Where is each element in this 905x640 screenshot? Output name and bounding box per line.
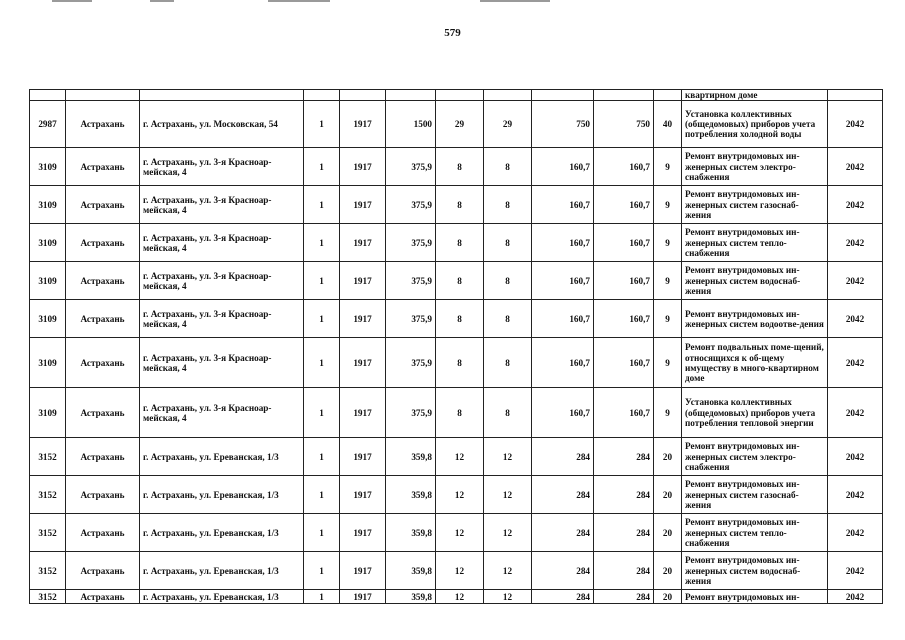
cell-city: Астрахань — [66, 101, 140, 148]
cell-end-year: 2042 — [828, 388, 883, 438]
cell-value-2: 284 — [594, 552, 654, 590]
cell-count: 1 — [304, 300, 340, 338]
cell-area: 359,8 — [386, 438, 436, 476]
cell-address: г. Астрахань, ул. 3-я Красноар-мейская, 4 — [140, 338, 304, 388]
cell-work-type: Ремонт внутридомовых ин-женерных систем тепло-снабжения — [682, 514, 828, 552]
cell-residents-2: 8 — [484, 224, 532, 262]
cell-work-type: Ремонт внутридомовых ин-женерных систем водоотве-дения — [682, 300, 828, 338]
cell-city: Астрахань — [66, 338, 140, 388]
cell-id: 3152 — [30, 514, 66, 552]
cell-address: г. Астрахань, ул. 3-я Красноар-мейская, 4 — [140, 388, 304, 438]
cell-work-type: Установка коллективных (общедомовых) приборов учета потребления тепловой энергии — [682, 388, 828, 438]
cell-residents-2: 12 — [484, 438, 532, 476]
cell-year: 1917 — [340, 224, 386, 262]
cell-id: 3109 — [30, 186, 66, 224]
cell-area: 359,8 — [386, 552, 436, 590]
scan-artifact — [480, 0, 550, 2]
cell-count: 1 — [304, 476, 340, 514]
cell-area: 375,9 — [386, 224, 436, 262]
cell-year: 1917 — [340, 148, 386, 186]
cell-residents-2: 8 — [484, 148, 532, 186]
cell-end-year: 2042 — [828, 300, 883, 338]
cell-residents: 29 — [436, 101, 484, 148]
cell-city: Астрахань — [66, 224, 140, 262]
cell-address: г. Астрахань, ул. Ереванская, 1/3 — [140, 476, 304, 514]
cell-count: 1 — [304, 388, 340, 438]
cell-end-year: 2042 — [828, 338, 883, 388]
cell-apartments: 9 — [654, 262, 682, 300]
table-row — [30, 300, 883, 338]
cell-residents-2: 12 — [484, 514, 532, 552]
continuation-text: квартирном доме — [682, 90, 828, 101]
cell-count: 1 — [304, 338, 340, 388]
table-row — [30, 476, 883, 514]
cell-residents-2: 12 — [484, 476, 532, 514]
cell-area: 375,9 — [386, 186, 436, 224]
cell-apartments: 9 — [654, 300, 682, 338]
cell-residents: 8 — [436, 148, 484, 186]
cell-residents-2: 8 — [484, 186, 532, 224]
cell-count: 1 — [304, 148, 340, 186]
cell-area: 359,8 — [386, 476, 436, 514]
cell-id: 3152 — [30, 590, 66, 604]
cell-id: 3109 — [30, 388, 66, 438]
cell-address: г. Астрахань, ул. Ереванская, 1/3 — [140, 590, 304, 604]
cell-count: 1 — [304, 186, 340, 224]
cell-work-type: Ремонт внутридомовых ин-женерных систем газоснаб-жения — [682, 186, 828, 224]
cell-apartments: 20 — [654, 590, 682, 604]
cell-apartments: 40 — [654, 101, 682, 148]
cell-residents: 8 — [436, 224, 484, 262]
cell-count: 1 — [304, 262, 340, 300]
cell-city: Астрахань — [66, 438, 140, 476]
table-row — [30, 514, 883, 552]
cell-value: 284 — [532, 552, 594, 590]
table-row — [30, 590, 883, 604]
cell-value-2: 160,7 — [594, 148, 654, 186]
cell-residents-2: 8 — [484, 338, 532, 388]
cell-residents: 8 — [436, 300, 484, 338]
cell-end-year: 2042 — [828, 552, 883, 590]
cell-residents-2: 8 — [484, 262, 532, 300]
table-row — [30, 101, 883, 148]
cell-work-type: Ремонт внутридомовых ин- — [682, 590, 828, 604]
continuation-row — [30, 90, 883, 101]
cell-end-year: 2042 — [828, 224, 883, 262]
cell-work-type: Ремонт внутридомовых ин-женерных систем водоснаб-жения — [682, 552, 828, 590]
cell-count: 1 — [304, 514, 340, 552]
cell-year: 1917 — [340, 514, 386, 552]
registry-table — [29, 89, 883, 604]
cell-work-type: Ремонт подвальных поме-щений, относящихся к об-щему имуществу в много-квартирном доме — [682, 338, 828, 388]
table-row — [30, 388, 883, 438]
cell-city: Астрахань — [66, 262, 140, 300]
cell-apartments: 9 — [654, 338, 682, 388]
cell-year: 1917 — [340, 101, 386, 148]
cell-value: 284 — [532, 514, 594, 552]
scan-artifact — [150, 0, 174, 2]
cell-city: Астрахань — [66, 476, 140, 514]
cell-residents-2: 8 — [484, 300, 532, 338]
cell-end-year: 2042 — [828, 590, 883, 604]
cell-residents: 8 — [436, 186, 484, 224]
cell-city: Астрахань — [66, 552, 140, 590]
cell-work-type: Установка коллективных (общедомовых) приборов учета потребления холодной воды — [682, 101, 828, 148]
cell-year: 1917 — [340, 262, 386, 300]
cell-area: 375,9 — [386, 338, 436, 388]
cell-id: 3109 — [30, 224, 66, 262]
cell-apartments: 20 — [654, 476, 682, 514]
cell-count: 1 — [304, 101, 340, 148]
cell-address: г. Астрахань, ул. 3-я Красноар-мейская, 4 — [140, 262, 304, 300]
cell-year: 1917 — [340, 438, 386, 476]
cell-residents-2: 12 — [484, 552, 532, 590]
cell-value-2: 160,7 — [594, 186, 654, 224]
cell-work-type: Ремонт внутридомовых ин-женерных систем газоснаб-жения — [682, 476, 828, 514]
cell-value-2: 284 — [594, 590, 654, 604]
cell-year: 1917 — [340, 590, 386, 604]
cell-city: Астрахань — [66, 514, 140, 552]
cell-id: 3152 — [30, 438, 66, 476]
cell-work-type: Ремонт внутридомовых ин-женерных систем электро-снабжения — [682, 438, 828, 476]
cell-residents: 8 — [436, 338, 484, 388]
cell-count: 1 — [304, 552, 340, 590]
cell-apartments: 20 — [654, 514, 682, 552]
table-row — [30, 438, 883, 476]
cell-year: 1917 — [340, 552, 386, 590]
cell-end-year: 2042 — [828, 438, 883, 476]
cell-id: 3109 — [30, 338, 66, 388]
table-body — [30, 90, 883, 604]
table-row — [30, 224, 883, 262]
cell-value-2: 284 — [594, 476, 654, 514]
cell-area: 359,8 — [386, 590, 436, 604]
cell-end-year: 2042 — [828, 476, 883, 514]
cell-year: 1917 — [340, 476, 386, 514]
cell-id: 2987 — [30, 101, 66, 148]
table-row — [30, 552, 883, 590]
cell-end-year: 2042 — [828, 514, 883, 552]
cell-city: Астрахань — [66, 186, 140, 224]
cell-apartments: 9 — [654, 224, 682, 262]
cell-year: 1917 — [340, 338, 386, 388]
cell-residents: 12 — [436, 514, 484, 552]
cell-city: Астрахань — [66, 388, 140, 438]
scan-artifact — [52, 0, 92, 2]
cell-work-type: Ремонт внутридомовых ин-женерных систем электро-снабжения — [682, 148, 828, 186]
cell-year: 1917 — [340, 300, 386, 338]
table-row — [30, 262, 883, 300]
cell-area: 359,8 — [386, 514, 436, 552]
cell-apartments: 20 — [654, 552, 682, 590]
cell-value: 160,7 — [532, 262, 594, 300]
cell-end-year: 2042 — [828, 101, 883, 148]
cell-city: Астрахань — [66, 590, 140, 604]
cell-value-2: 750 — [594, 101, 654, 148]
table-row — [30, 148, 883, 186]
cell-end-year: 2042 — [828, 186, 883, 224]
cell-year: 1917 — [340, 186, 386, 224]
table-row — [30, 338, 883, 388]
cell-residents: 8 — [436, 388, 484, 438]
cell-value-2: 160,7 — [594, 338, 654, 388]
cell-value: 160,7 — [532, 224, 594, 262]
cell-value-2: 284 — [594, 514, 654, 552]
cell-address: г. Астрахань, ул. Ереванская, 1/3 — [140, 438, 304, 476]
cell-id: 3109 — [30, 262, 66, 300]
cell-residents: 8 — [436, 262, 484, 300]
cell-id: 3109 — [30, 300, 66, 338]
cell-address: г. Астрахань, ул. Ереванская, 1/3 — [140, 514, 304, 552]
cell-area: 375,9 — [386, 388, 436, 438]
cell-value: 750 — [532, 101, 594, 148]
cell-address: г. Астрахань, ул. Ереванская, 1/3 — [140, 552, 304, 590]
cell-residents: 12 — [436, 476, 484, 514]
cell-value: 284 — [532, 438, 594, 476]
cell-city: Астрахань — [66, 300, 140, 338]
cell-value: 284 — [532, 590, 594, 604]
cell-value: 160,7 — [532, 148, 594, 186]
cell-work-type: Ремонт внутридомовых ин-женерных систем тепло-снабжения — [682, 224, 828, 262]
cell-end-year: 2042 — [828, 262, 883, 300]
cell-id: 3152 — [30, 552, 66, 590]
table-row — [30, 186, 883, 224]
cell-address: г. Астрахань, ул. Московская, 54 — [140, 101, 304, 148]
cell-value: 284 — [532, 476, 594, 514]
cell-work-type: Ремонт внутридомовых ин-женерных систем водоснаб-жения — [682, 262, 828, 300]
page-number: 579 — [444, 27, 461, 39]
cell-apartments: 20 — [654, 438, 682, 476]
cell-area: 1500 — [386, 101, 436, 148]
cell-apartments: 9 — [654, 148, 682, 186]
cell-value: 160,7 — [532, 338, 594, 388]
cell-area: 375,9 — [386, 262, 436, 300]
cell-area: 375,9 — [386, 148, 436, 186]
cell-value: 160,7 — [532, 300, 594, 338]
cell-value-2: 160,7 — [594, 224, 654, 262]
cell-residents-2: 29 — [484, 101, 532, 148]
cell-value: 160,7 — [532, 186, 594, 224]
cell-count: 1 — [304, 224, 340, 262]
cell-count: 1 — [304, 590, 340, 604]
cell-residents: 12 — [436, 438, 484, 476]
cell-residents: 12 — [436, 552, 484, 590]
cell-address: г. Астрахань, ул. 3-я Красноар-мейская, 4 — [140, 148, 304, 186]
cell-apartments: 9 — [654, 388, 682, 438]
cell-count: 1 — [304, 438, 340, 476]
cell-value-2: 284 — [594, 438, 654, 476]
cell-residents-2: 12 — [484, 590, 532, 604]
cell-value-2: 160,7 — [594, 300, 654, 338]
cell-end-year: 2042 — [828, 148, 883, 186]
cell-address: г. Астрахань, ул. 3-я Красноар-мейская, 4 — [140, 224, 304, 262]
cell-value-2: 160,7 — [594, 388, 654, 438]
cell-address: г. Астрахань, ул. 3-я Красноар-мейская, 4 — [140, 186, 304, 224]
cell-area: 375,9 — [386, 300, 436, 338]
cell-value-2: 160,7 — [594, 262, 654, 300]
cell-address: г. Астрахань, ул. 3-я Красноар-мейская, 4 — [140, 300, 304, 338]
scan-artifact — [268, 0, 330, 2]
cell-city: Астрахань — [66, 148, 140, 186]
cell-apartments: 9 — [654, 186, 682, 224]
cell-id: 3152 — [30, 476, 66, 514]
cell-id: 3109 — [30, 148, 66, 186]
cell-residents: 12 — [436, 590, 484, 604]
cell-residents-2: 8 — [484, 388, 532, 438]
cell-value: 160,7 — [532, 388, 594, 438]
cell-year: 1917 — [340, 388, 386, 438]
